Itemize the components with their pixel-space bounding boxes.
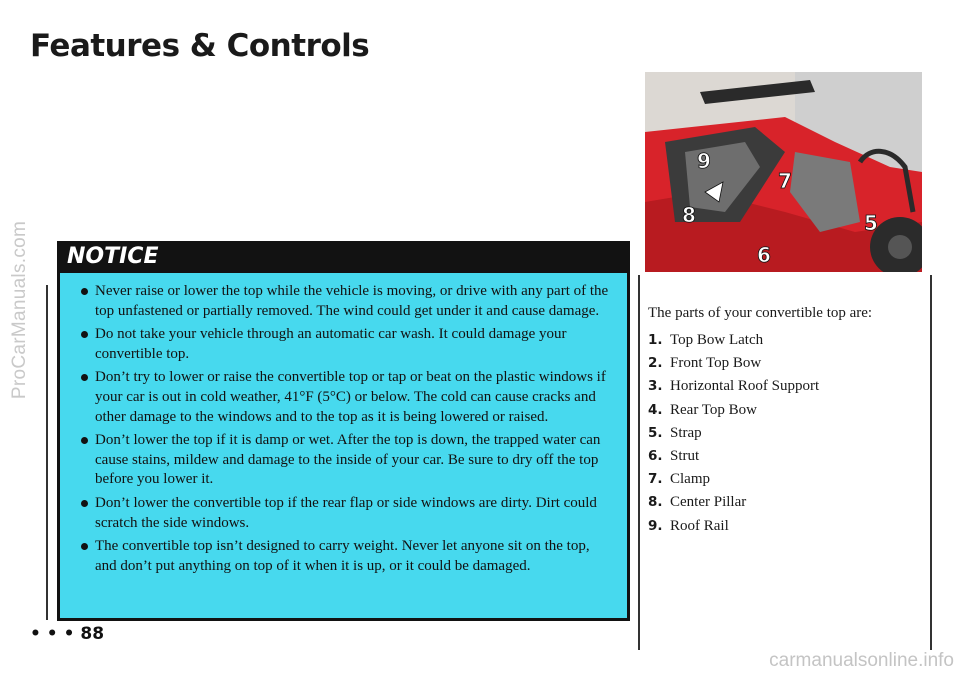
part-number: 4. (648, 401, 663, 418)
page-number (30, 624, 104, 644)
part-number: 7. (648, 471, 663, 488)
part-number: 1. (648, 332, 663, 348)
notice-item-text: The convertible top isn’t designed to carry weight. Never let anyone sit on the top, and don’t put anything on top of it when it is up, or it could be damaged. (95, 538, 590, 574)
side-watermark (2, 30, 38, 590)
notice-item-text: Do not take your vehicle through an automatic car wash. It could damage your convertible top. (95, 326, 567, 362)
bullet-icon (81, 543, 88, 550)
parts-intro: The parts of your convertible top are: (648, 305, 873, 321)
part-number: 2. (648, 355, 663, 372)
bottom-watermark: carmanualsonline.info (769, 650, 954, 671)
part-item (648, 422, 819, 445)
callout-label: 5 (864, 211, 878, 235)
bullet-icon (81, 288, 88, 295)
column-divider-rule (638, 275, 640, 650)
part-number: 8. (648, 494, 663, 511)
part-number: 5. (648, 424, 663, 441)
notice-item-text: Never raise or lower the top while the vehicle is moving, or drive with any part of the top unfastened or partially removed. The wind could get under it and cause damage. (95, 283, 609, 319)
page-title: Features & Controls (30, 28, 370, 64)
left-margin-rule (46, 285, 48, 620)
bullet-icon (81, 437, 88, 444)
part-label: Strap (670, 424, 702, 441)
part-item (648, 491, 819, 514)
part-number: 3. (648, 378, 663, 395)
notice-item (82, 368, 613, 427)
notice-box (57, 273, 630, 621)
part-label: Horizontal Roof Support (670, 378, 820, 395)
parts-list (648, 329, 819, 538)
part-item (648, 468, 819, 491)
bullet-icon (81, 374, 88, 381)
part-label: Center Pillar (670, 494, 747, 511)
notice-list (82, 282, 613, 576)
callout-label: 6 (757, 243, 771, 267)
notice-item (82, 325, 613, 364)
convertible-top-photo (645, 72, 922, 272)
bullet-icon (81, 331, 88, 338)
notice-item (82, 494, 613, 533)
part-item (648, 515, 819, 538)
convertible-illustration (645, 72, 922, 272)
part-item (648, 445, 819, 468)
part-label: Clamp (670, 471, 710, 488)
callout-label: 8 (682, 203, 696, 227)
page-number-value: 88 (80, 624, 105, 644)
side-watermark-text: ProCarManuals.com (9, 220, 30, 400)
notice-item (82, 537, 613, 576)
page-number-prefix: • • • (30, 624, 75, 644)
right-margin-rule (930, 275, 932, 650)
callout-label: 9 (697, 149, 711, 173)
notice-item-text: Don’t lower the top if it is damp or wet. After the top is down, the trapped water can cause stains, mildew and damage to the inside of your car. Be sure to dry off the top before you lower it. (95, 432, 601, 488)
part-label: Rear Top Bow (670, 401, 757, 418)
part-label: Strut (670, 448, 700, 465)
notice-item (82, 282, 613, 321)
notice-header: NOTICE (57, 241, 630, 273)
part-item (648, 352, 819, 375)
part-label: Roof Rail (670, 517, 729, 534)
notice-item-text: Don’t lower the convertible top if the rear flap or side windows are dirty. Dirt could scratch the side windows. (95, 494, 597, 531)
part-label: Front Top Bow (670, 355, 762, 372)
notice-item (82, 431, 613, 490)
part-number: 9. (648, 517, 663, 534)
part-item (648, 375, 819, 398)
callout-label: 7 (778, 169, 792, 193)
bullet-icon (81, 500, 88, 507)
spare-tire-hub (888, 235, 912, 259)
part-number: 6. (648, 448, 663, 465)
part-item (648, 329, 819, 352)
part-item (648, 399, 819, 422)
notice-item-text: Don’t try to lower or raise the convertible top or tap or beat on the plastic windows if your car is out in cold weather, 41°F (5°C) or below. The cold can cause cracks and other damage to the windows and to the top as it is being lowered or raised. (95, 369, 606, 425)
part-label: Top Bow Latch (670, 332, 764, 348)
